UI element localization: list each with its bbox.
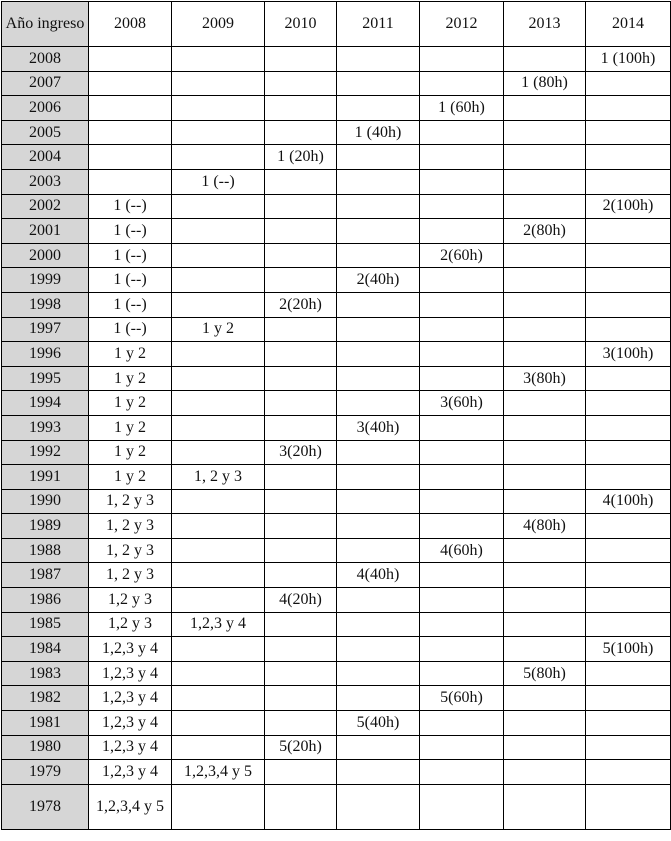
table-row bbox=[2, 194, 671, 219]
table-cell bbox=[265, 317, 337, 342]
table-cell bbox=[265, 47, 337, 72]
table-cell bbox=[420, 317, 504, 342]
table-cell: 2(100h) bbox=[586, 194, 671, 219]
table-cell bbox=[172, 145, 265, 170]
table-cell bbox=[337, 292, 420, 317]
table-cell bbox=[172, 415, 265, 440]
table-cell bbox=[172, 268, 265, 293]
table-cell bbox=[265, 661, 337, 686]
table-row bbox=[2, 588, 671, 613]
table-cell bbox=[420, 637, 504, 662]
table-cell: 1,2,3,4 y 5 bbox=[172, 760, 265, 785]
table-row bbox=[2, 415, 671, 440]
table-cell bbox=[586, 96, 671, 121]
table-row bbox=[2, 391, 671, 416]
table-cell: 1 (80h) bbox=[504, 71, 586, 96]
table-row bbox=[2, 784, 671, 829]
table-cell bbox=[337, 71, 420, 96]
table-cell bbox=[586, 145, 671, 170]
table-cell bbox=[586, 465, 671, 490]
row-header-year: 2001 bbox=[2, 219, 89, 244]
row-header-year: 2007 bbox=[2, 71, 89, 96]
table-cell bbox=[504, 563, 586, 588]
header-row bbox=[2, 2, 671, 47]
table-cell bbox=[265, 489, 337, 514]
table-cell: 1,2,3 y 4 bbox=[89, 711, 172, 736]
table-cell bbox=[265, 120, 337, 145]
table-cell bbox=[504, 268, 586, 293]
table-cell: 1 y 2 bbox=[89, 366, 172, 391]
row-header-year: 1981 bbox=[2, 711, 89, 736]
table-cell bbox=[172, 711, 265, 736]
table-row bbox=[2, 96, 671, 121]
table-row bbox=[2, 489, 671, 514]
table-cell bbox=[337, 686, 420, 711]
table-cell bbox=[420, 342, 504, 367]
table-cell bbox=[89, 169, 172, 194]
table-cell bbox=[586, 538, 671, 563]
table-cell bbox=[420, 366, 504, 391]
table-cell bbox=[337, 243, 420, 268]
table-cell: 1 y 2 bbox=[89, 465, 172, 490]
row-header-year: 1980 bbox=[2, 735, 89, 760]
table-row bbox=[2, 120, 671, 145]
table-row bbox=[2, 612, 671, 637]
table-cell bbox=[586, 661, 671, 686]
table-cell: 1 (--) bbox=[172, 169, 265, 194]
table-cell bbox=[172, 514, 265, 539]
table-cell bbox=[504, 342, 586, 367]
row-header-year: 2000 bbox=[2, 243, 89, 268]
table-row bbox=[2, 538, 671, 563]
table-row bbox=[2, 268, 671, 293]
table-cell: 2(60h) bbox=[420, 243, 504, 268]
table-cell: 1 y 2 bbox=[89, 391, 172, 416]
table-cell bbox=[586, 219, 671, 244]
table-cell bbox=[504, 169, 586, 194]
table-cell bbox=[172, 440, 265, 465]
table-cell bbox=[337, 219, 420, 244]
table-cell bbox=[265, 268, 337, 293]
table-cell bbox=[337, 735, 420, 760]
row-header-year: 2002 bbox=[2, 194, 89, 219]
table-cell bbox=[337, 784, 420, 829]
table-cell bbox=[504, 465, 586, 490]
table-cell bbox=[265, 711, 337, 736]
table-cell bbox=[504, 292, 586, 317]
table-cell bbox=[586, 588, 671, 613]
table-cell bbox=[586, 391, 671, 416]
table-cell: 1,2,3,4 y 5 bbox=[89, 784, 172, 829]
table-cell bbox=[420, 292, 504, 317]
table-row bbox=[2, 145, 671, 170]
column-header: 2011 bbox=[337, 2, 420, 47]
table-cell bbox=[586, 612, 671, 637]
table-cell bbox=[504, 391, 586, 416]
table-cell bbox=[337, 637, 420, 662]
table-cell: 1,2,3 y 4 bbox=[172, 612, 265, 637]
table-cell bbox=[420, 514, 504, 539]
table-cell bbox=[172, 292, 265, 317]
table-cell bbox=[586, 268, 671, 293]
table-cell bbox=[337, 391, 420, 416]
table-cell: 4(20h) bbox=[265, 588, 337, 613]
training-schedule-table bbox=[1, 1, 671, 830]
table-cell bbox=[265, 415, 337, 440]
table-cell bbox=[337, 612, 420, 637]
table-cell: 5(80h) bbox=[504, 661, 586, 686]
row-header-year: 1987 bbox=[2, 563, 89, 588]
table-cell bbox=[504, 120, 586, 145]
table-cell bbox=[504, 538, 586, 563]
table-cell bbox=[586, 71, 671, 96]
table-row bbox=[2, 317, 671, 342]
table-cell bbox=[265, 686, 337, 711]
table-cell bbox=[420, 612, 504, 637]
table-cell bbox=[172, 784, 265, 829]
table-cell bbox=[172, 71, 265, 96]
table-cell: 1,2 y 3 bbox=[89, 612, 172, 637]
table-cell bbox=[172, 489, 265, 514]
table-cell bbox=[337, 366, 420, 391]
table-cell bbox=[586, 514, 671, 539]
table-cell bbox=[337, 465, 420, 490]
table-cell bbox=[586, 366, 671, 391]
table-row bbox=[2, 711, 671, 736]
table-cell: 1 (40h) bbox=[337, 120, 420, 145]
table-cell bbox=[586, 735, 671, 760]
table-cell bbox=[504, 440, 586, 465]
table-cell: 1 y 2 bbox=[172, 317, 265, 342]
table-cell bbox=[265, 96, 337, 121]
table-cell: 1, 2 y 3 bbox=[89, 514, 172, 539]
row-header-year: 1988 bbox=[2, 538, 89, 563]
table-cell bbox=[586, 686, 671, 711]
row-header-year: 1979 bbox=[2, 760, 89, 785]
table-cell bbox=[265, 563, 337, 588]
table-row bbox=[2, 465, 671, 490]
table-cell: 1,2,3 y 4 bbox=[89, 637, 172, 662]
table-row bbox=[2, 292, 671, 317]
table-cell: 1 (--) bbox=[89, 194, 172, 219]
table-cell bbox=[420, 661, 504, 686]
table-cell bbox=[420, 145, 504, 170]
table-cell bbox=[337, 588, 420, 613]
table-cell bbox=[420, 563, 504, 588]
table-cell: 5(20h) bbox=[265, 735, 337, 760]
row-header-year: 1984 bbox=[2, 637, 89, 662]
table-cell bbox=[586, 563, 671, 588]
table-cell bbox=[265, 514, 337, 539]
table-cell: 1 (--) bbox=[89, 317, 172, 342]
table-cell bbox=[89, 145, 172, 170]
table-cell: 3(20h) bbox=[265, 440, 337, 465]
table-cell bbox=[420, 219, 504, 244]
table-cell bbox=[337, 760, 420, 785]
corner-header-ano-ingreso: Año ingreso bbox=[2, 2, 89, 47]
table-row bbox=[2, 661, 671, 686]
column-header: 2013 bbox=[504, 2, 586, 47]
table-cell bbox=[420, 415, 504, 440]
table-row bbox=[2, 219, 671, 244]
table-cell bbox=[265, 612, 337, 637]
table-cell: 1,2,3 y 4 bbox=[89, 686, 172, 711]
table-cell: 1, 2 y 3 bbox=[89, 489, 172, 514]
row-header-year: 1996 bbox=[2, 342, 89, 367]
table-cell bbox=[265, 71, 337, 96]
table-row bbox=[2, 735, 671, 760]
table-cell: 1,2 y 3 bbox=[89, 588, 172, 613]
row-header-year: 1995 bbox=[2, 366, 89, 391]
row-header-year: 1997 bbox=[2, 317, 89, 342]
table-cell: 3(60h) bbox=[420, 391, 504, 416]
table-cell bbox=[265, 465, 337, 490]
column-header: 2014 bbox=[586, 2, 671, 47]
table-cell bbox=[337, 96, 420, 121]
row-header-year: 1994 bbox=[2, 391, 89, 416]
table-cell: 4(80h) bbox=[504, 514, 586, 539]
table-cell bbox=[265, 366, 337, 391]
table-cell bbox=[504, 317, 586, 342]
table-body bbox=[2, 47, 671, 830]
table-cell bbox=[337, 47, 420, 72]
table-row bbox=[2, 440, 671, 465]
table-cell bbox=[172, 120, 265, 145]
table-cell bbox=[504, 243, 586, 268]
table-cell bbox=[89, 71, 172, 96]
table-cell bbox=[420, 784, 504, 829]
table-cell bbox=[586, 317, 671, 342]
table-cell: 1 (20h) bbox=[265, 145, 337, 170]
row-header-year: 1998 bbox=[2, 292, 89, 317]
table-cell: 1, 2 y 3 bbox=[89, 538, 172, 563]
table-cell bbox=[420, 465, 504, 490]
table-cell bbox=[420, 440, 504, 465]
table-cell: 5(40h) bbox=[337, 711, 420, 736]
table-cell bbox=[420, 489, 504, 514]
table-cell bbox=[420, 735, 504, 760]
row-header-year: 1989 bbox=[2, 514, 89, 539]
table-cell bbox=[586, 120, 671, 145]
column-header: 2010 bbox=[265, 2, 337, 47]
table-cell bbox=[504, 686, 586, 711]
table-cell bbox=[89, 47, 172, 72]
table-cell bbox=[586, 292, 671, 317]
table-cell bbox=[504, 784, 586, 829]
table-cell: 4(100h) bbox=[586, 489, 671, 514]
column-header: 2008 bbox=[89, 2, 172, 47]
table-cell: 1 (--) bbox=[89, 292, 172, 317]
table-cell bbox=[172, 735, 265, 760]
table-row bbox=[2, 47, 671, 72]
table-cell: 1,2,3 y 4 bbox=[89, 735, 172, 760]
table-row bbox=[2, 243, 671, 268]
table-cell: 5(60h) bbox=[420, 686, 504, 711]
table-cell bbox=[337, 440, 420, 465]
table-cell bbox=[420, 169, 504, 194]
table-cell bbox=[337, 514, 420, 539]
table-cell bbox=[420, 711, 504, 736]
row-header-year: 1993 bbox=[2, 415, 89, 440]
table-cell bbox=[504, 760, 586, 785]
table-cell bbox=[586, 760, 671, 785]
table-cell bbox=[172, 538, 265, 563]
table-cell: 1 (--) bbox=[89, 243, 172, 268]
table-cell: 3(40h) bbox=[337, 415, 420, 440]
table-cell bbox=[265, 784, 337, 829]
table-cell bbox=[172, 661, 265, 686]
row-header-year: 1990 bbox=[2, 489, 89, 514]
table-cell bbox=[504, 588, 586, 613]
table-cell bbox=[172, 391, 265, 416]
row-header-year: 1992 bbox=[2, 440, 89, 465]
table-row bbox=[2, 637, 671, 662]
table-cell: 1 (--) bbox=[89, 219, 172, 244]
table-cell bbox=[337, 489, 420, 514]
table-cell: 2(20h) bbox=[265, 292, 337, 317]
table-row bbox=[2, 760, 671, 785]
table-cell bbox=[504, 96, 586, 121]
table-cell bbox=[337, 342, 420, 367]
table-cell bbox=[337, 194, 420, 219]
table-cell bbox=[265, 637, 337, 662]
table-cell bbox=[420, 47, 504, 72]
row-header-year: 1983 bbox=[2, 661, 89, 686]
table-row bbox=[2, 71, 671, 96]
table-cell: 1 (60h) bbox=[420, 96, 504, 121]
table-cell bbox=[337, 169, 420, 194]
table-cell: 1 (--) bbox=[89, 268, 172, 293]
row-header-year: 2006 bbox=[2, 96, 89, 121]
table-cell: 3(100h) bbox=[586, 342, 671, 367]
table-cell bbox=[337, 317, 420, 342]
table-cell bbox=[172, 686, 265, 711]
table-cell bbox=[172, 96, 265, 121]
table-cell bbox=[586, 243, 671, 268]
table-cell bbox=[265, 760, 337, 785]
table-cell: 5(100h) bbox=[586, 637, 671, 662]
table-cell bbox=[265, 538, 337, 563]
table-cell bbox=[337, 538, 420, 563]
table-cell bbox=[504, 612, 586, 637]
table-cell: 4(40h) bbox=[337, 563, 420, 588]
table-cell: 1 y 2 bbox=[89, 415, 172, 440]
table-cell bbox=[420, 760, 504, 785]
table-cell bbox=[172, 47, 265, 72]
row-header-year: 2005 bbox=[2, 120, 89, 145]
table-cell bbox=[265, 243, 337, 268]
table-cell bbox=[89, 96, 172, 121]
table-cell: 1 y 2 bbox=[89, 342, 172, 367]
table-cell bbox=[504, 415, 586, 440]
table-cell bbox=[504, 489, 586, 514]
table-row bbox=[2, 686, 671, 711]
table-row bbox=[2, 169, 671, 194]
row-header-year: 2003 bbox=[2, 169, 89, 194]
row-header-year: 1986 bbox=[2, 588, 89, 613]
row-header-year: 2004 bbox=[2, 145, 89, 170]
table-cell: 1,2,3 y 4 bbox=[89, 760, 172, 785]
row-header-year: 1985 bbox=[2, 612, 89, 637]
table-cell bbox=[504, 145, 586, 170]
table-cell bbox=[265, 194, 337, 219]
table-cell bbox=[172, 366, 265, 391]
table-cell: 1, 2 y 3 bbox=[172, 465, 265, 490]
column-header: 2012 bbox=[420, 2, 504, 47]
table-cell bbox=[504, 47, 586, 72]
table-row bbox=[2, 563, 671, 588]
table-cell bbox=[586, 784, 671, 829]
table-cell: 1,2,3 y 4 bbox=[89, 661, 172, 686]
table-cell bbox=[89, 120, 172, 145]
table-cell bbox=[504, 637, 586, 662]
table-cell bbox=[265, 342, 337, 367]
table-cell bbox=[504, 711, 586, 736]
table-cell bbox=[420, 194, 504, 219]
column-header: 2009 bbox=[172, 2, 265, 47]
table-cell bbox=[504, 194, 586, 219]
table-cell: 1, 2 y 3 bbox=[89, 563, 172, 588]
table-cell bbox=[265, 169, 337, 194]
table-cell bbox=[586, 711, 671, 736]
table-cell bbox=[586, 440, 671, 465]
table-cell: 2(80h) bbox=[504, 219, 586, 244]
table-cell bbox=[420, 268, 504, 293]
table-cell bbox=[172, 194, 265, 219]
row-header-year: 1991 bbox=[2, 465, 89, 490]
row-header-year: 1982 bbox=[2, 686, 89, 711]
table-cell bbox=[172, 219, 265, 244]
table-cell: 4(60h) bbox=[420, 538, 504, 563]
table-cell bbox=[172, 637, 265, 662]
table-row bbox=[2, 514, 671, 539]
table-cell bbox=[172, 342, 265, 367]
table-cell bbox=[265, 219, 337, 244]
table-cell bbox=[586, 415, 671, 440]
table-cell bbox=[172, 588, 265, 613]
table-cell: 2(40h) bbox=[337, 268, 420, 293]
table-cell bbox=[420, 71, 504, 96]
row-header-year: 2008 bbox=[2, 47, 89, 72]
table-row bbox=[2, 366, 671, 391]
table-cell bbox=[265, 391, 337, 416]
table-row bbox=[2, 342, 671, 367]
table-cell: 1 y 2 bbox=[89, 440, 172, 465]
row-header-year: 1999 bbox=[2, 268, 89, 293]
table-cell bbox=[420, 588, 504, 613]
table-cell bbox=[337, 661, 420, 686]
table-cell: 3(80h) bbox=[504, 366, 586, 391]
table-cell bbox=[420, 120, 504, 145]
row-header-year: 1978 bbox=[2, 784, 89, 829]
table-cell bbox=[504, 735, 586, 760]
table-cell: 1 (100h) bbox=[586, 47, 671, 72]
table-cell bbox=[172, 563, 265, 588]
table-cell bbox=[337, 145, 420, 170]
table-cell bbox=[586, 169, 671, 194]
table-cell bbox=[172, 243, 265, 268]
